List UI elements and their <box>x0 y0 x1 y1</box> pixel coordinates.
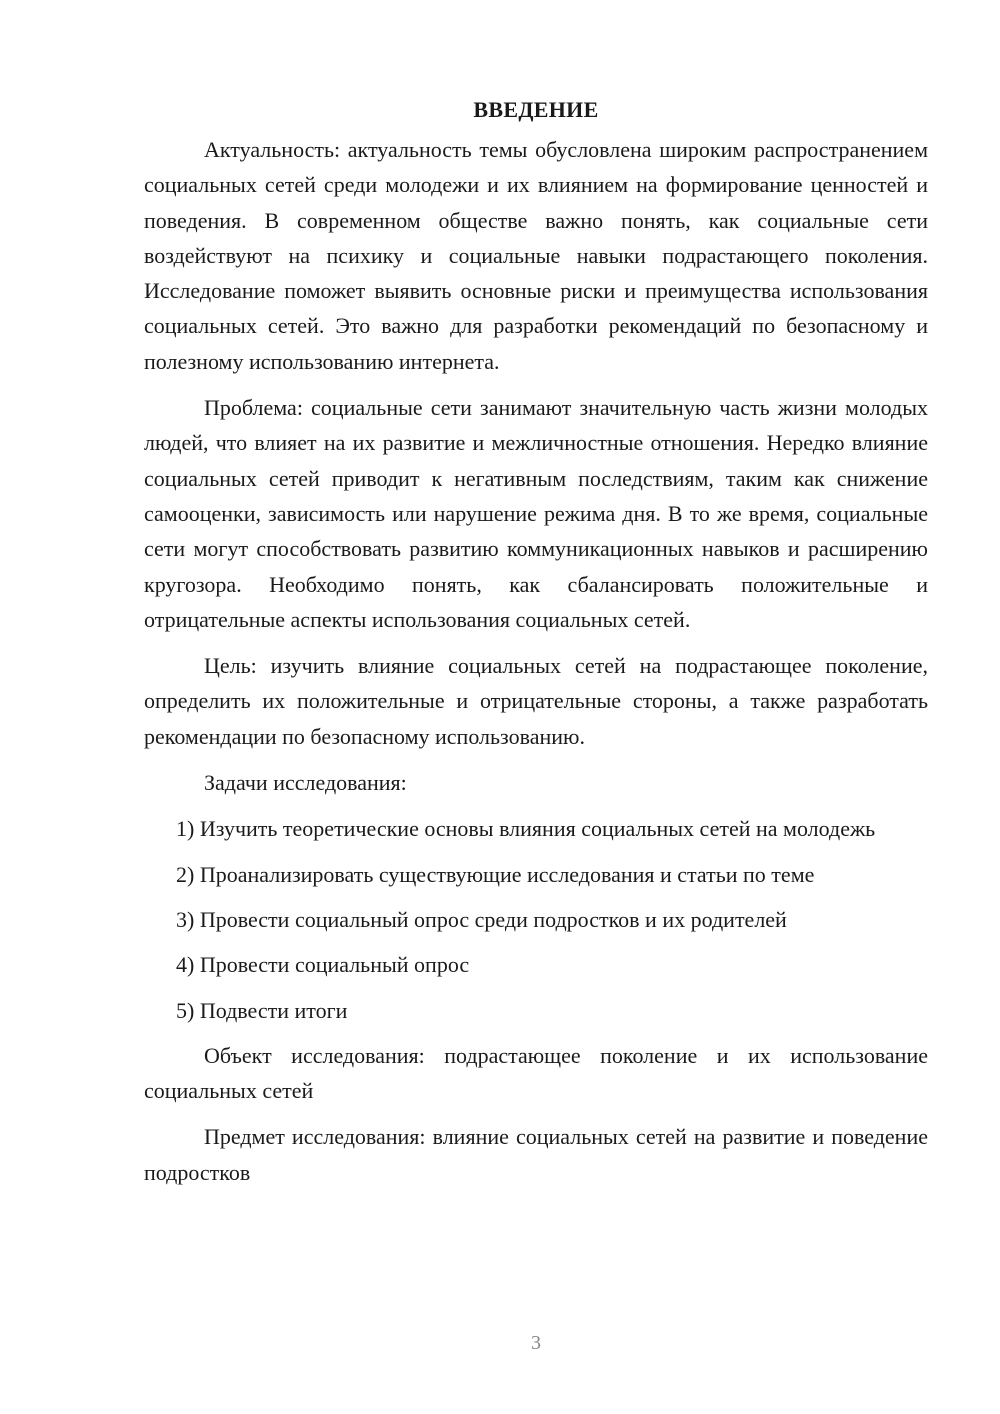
list-item: 2) Проанализировать существующие исследования и статьи по теме <box>176 861 815 887</box>
list-item: 4) Провести социальный опрос <box>176 952 470 978</box>
subject-paragraph: Предмет исследования: влияние социальных сетей на развитие и поведение подростков <box>144 1124 928 1185</box>
goal-paragraph: Цель: изучить влияние социальных сетей на подрастающее поколение, определить их положительные и отрицательные стороны, а также разработать рекомендации по безопасному использованию. <box>144 653 928 749</box>
page-title: ВВЕДЕНИЕ <box>473 97 599 122</box>
list-item: 5) Подвести итоги <box>176 997 348 1023</box>
object-paragraph: Объект исследования: подрастающее поколение и их использование социальных сетей <box>144 1042 928 1104</box>
document-page <box>144 92 928 1201</box>
relevance-paragraph: Актуальность: актуальность темы обусловлена широким распространением социальных сетей среди молодежи и их влиянием на формирование ценностей и поведения. В современном обществе важно понять, как социальные сети воздействуют на психику и социальные навыки подрастающего поколения. Исследование поможет выявить основные риски и преимущества использования социальных сетей. Это важно для разработки рекомендаций по безопасному и полезному использованию интернета. <box>144 137 928 374</box>
list-item: 3) Провести социальный опрос среди подростков и их родителей <box>176 906 787 932</box>
problem-paragraph: Проблема: социальные сети занимают значительную часть жизни молодых людей, что влияет на их развитие и межличностные отношения. Нередко влияние социальных сетей приводит к негативным последствиям, таким как снижение самооценки, зависимость или нарушение режима дня. В то же время, социальные сети могут способствовать развитию коммуникационных навыков и расширению кругозора. Необходимо понять, как сбалансировать положительные и отрицательные аспекты использования социальных сетей. <box>144 395 928 632</box>
page-number: 3 <box>531 1332 541 1354</box>
list-item: 1) Изучить теоретические основы влияния социальных сетей на молодежь <box>176 816 876 842</box>
tasks-heading: Задачи исследования: <box>204 770 407 796</box>
tasks-list <box>144 811 928 1027</box>
